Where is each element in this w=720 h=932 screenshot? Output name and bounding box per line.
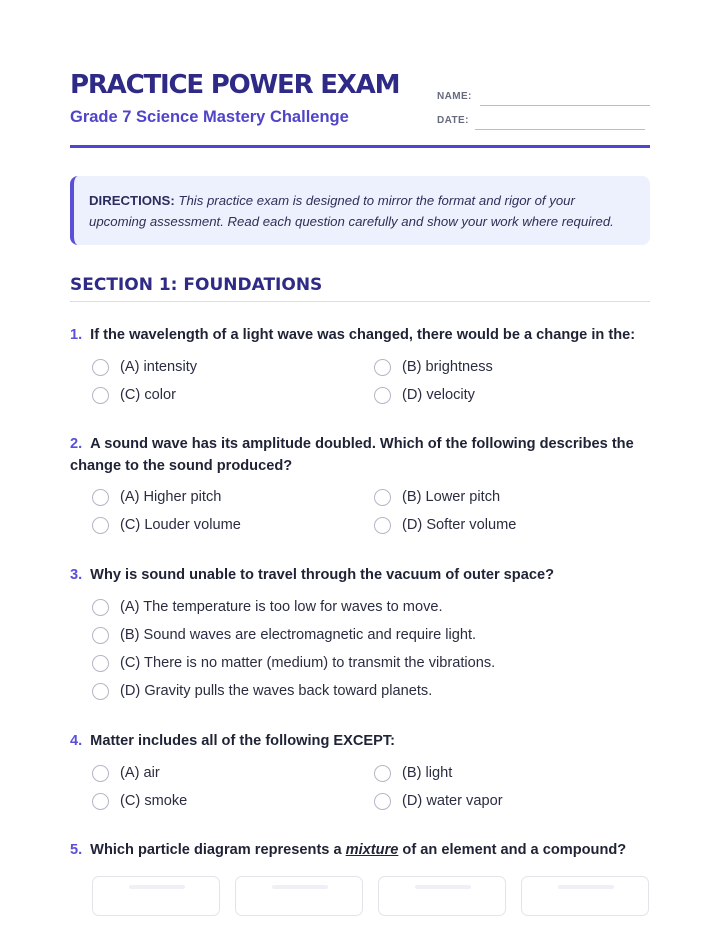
question-number: 4. [70, 733, 83, 749]
question-text: If the wavelength of a light wave was changed, there would be a change in the: [90, 327, 636, 343]
option-label: (A) Higher pitch [120, 489, 222, 505]
option-label: (A) air [120, 765, 160, 781]
question-1 [70, 325, 650, 347]
q2-option-b[interactable] [374, 487, 500, 507]
radio-button[interactable] [374, 359, 391, 376]
question-number: 3. [70, 567, 83, 583]
option-label: (B) brightness [402, 359, 493, 375]
q1-option-d[interactable] [374, 385, 475, 405]
header-divider [70, 145, 650, 148]
radio-button[interactable] [374, 387, 391, 404]
name-label: NAME: [437, 91, 472, 102]
q2-option-c[interactable] [92, 515, 241, 535]
option-label: (B) Lower pitch [402, 489, 501, 505]
section-divider [70, 301, 650, 302]
particle-diagram-option-a[interactable] [92, 876, 220, 916]
option-label: (A) intensity [120, 359, 198, 375]
question-text: Why is sound unable to travel through the vacuum of outer space? [90, 567, 554, 583]
directions-text: This practice exam is designed to mirror the format and rigor of your upcoming assessment. Read each question carefully and show your work where required. [89, 193, 614, 229]
option-label: (D) water vapor [402, 793, 503, 809]
radio-button[interactable] [92, 683, 109, 700]
question-emphasis: mixture [345, 842, 399, 858]
question-text-before: Which particle diagram represents a [90, 842, 346, 858]
question-number: 1. [70, 327, 83, 343]
option-label: (B) Sound waves are electromagnetic and require light. [120, 627, 477, 643]
radio-button[interactable] [92, 793, 109, 810]
question-2 [70, 434, 650, 477]
q3-option-a[interactable] [92, 597, 443, 617]
question-number: 5. [70, 842, 83, 858]
name-field[interactable] [480, 105, 650, 106]
q3-option-d[interactable] [92, 681, 432, 701]
radio-button[interactable] [92, 627, 109, 644]
question-text: A sound wave has its amplitude doubled. Which of the following describes the change to the sound produced? [70, 436, 634, 474]
q2-option-d[interactable] [374, 515, 516, 535]
directions-box [70, 176, 650, 245]
option-label: (D) Softer volume [402, 517, 517, 533]
radio-button[interactable] [92, 387, 109, 404]
q1-option-c[interactable] [92, 385, 176, 405]
exam-header [70, 70, 650, 148]
radio-button[interactable] [374, 793, 391, 810]
option-label: (C) color [120, 387, 176, 403]
option-label: (D) velocity [402, 387, 475, 403]
option-label: (C) smoke [120, 793, 188, 809]
q1-option-a[interactable] [92, 357, 197, 377]
option-label: (B) light [402, 765, 453, 781]
question-3 [70, 565, 650, 587]
particle-diagram-option-b[interactable] [235, 876, 363, 916]
q4-option-c[interactable] [92, 791, 187, 811]
date-field[interactable] [475, 129, 645, 130]
radio-button[interactable] [374, 517, 391, 534]
particle-diagram-option-d[interactable] [521, 876, 649, 916]
q1-option-b[interactable] [374, 357, 493, 377]
page-subtitle: Grade 7 Science Mastery Challenge [70, 108, 349, 126]
q2-option-a[interactable] [92, 487, 221, 507]
q4-option-b[interactable] [374, 763, 452, 783]
question-5 [70, 840, 650, 862]
question-text-after: of an element and a compound? [398, 842, 627, 858]
radio-button[interactable] [92, 765, 109, 782]
q4-option-a[interactable] [92, 763, 160, 783]
question-text: Matter includes all of the following EXCEPT: [90, 733, 396, 749]
section-title: SECTION 1: FOUNDATIONS [70, 275, 323, 295]
radio-button[interactable] [374, 765, 391, 782]
option-label: (A) The temperature is too low for waves to move. [120, 599, 443, 615]
option-label: (D) Gravity pulls the waves back toward planets. [120, 683, 433, 699]
directions-label: DIRECTIONS: [89, 193, 175, 208]
question-number: 2. [70, 436, 83, 452]
q3-option-c[interactable] [92, 653, 495, 673]
particle-diagram-option-c[interactable] [378, 876, 506, 916]
question-4 [70, 731, 650, 753]
radio-button[interactable] [92, 517, 109, 534]
option-label: (C) Louder volume [120, 517, 241, 533]
radio-button[interactable] [92, 655, 109, 672]
page-title: PRACTICE POWER EXAM [70, 70, 400, 100]
radio-button[interactable] [374, 489, 391, 506]
radio-button[interactable] [92, 489, 109, 506]
option-label: (C) There is no matter (medium) to transmit the vibrations. [120, 655, 496, 671]
q4-option-d[interactable] [374, 791, 503, 811]
radio-button[interactable] [92, 359, 109, 376]
radio-button[interactable] [92, 599, 109, 616]
date-label: DATE: [437, 115, 469, 126]
q3-option-b[interactable] [92, 625, 476, 645]
